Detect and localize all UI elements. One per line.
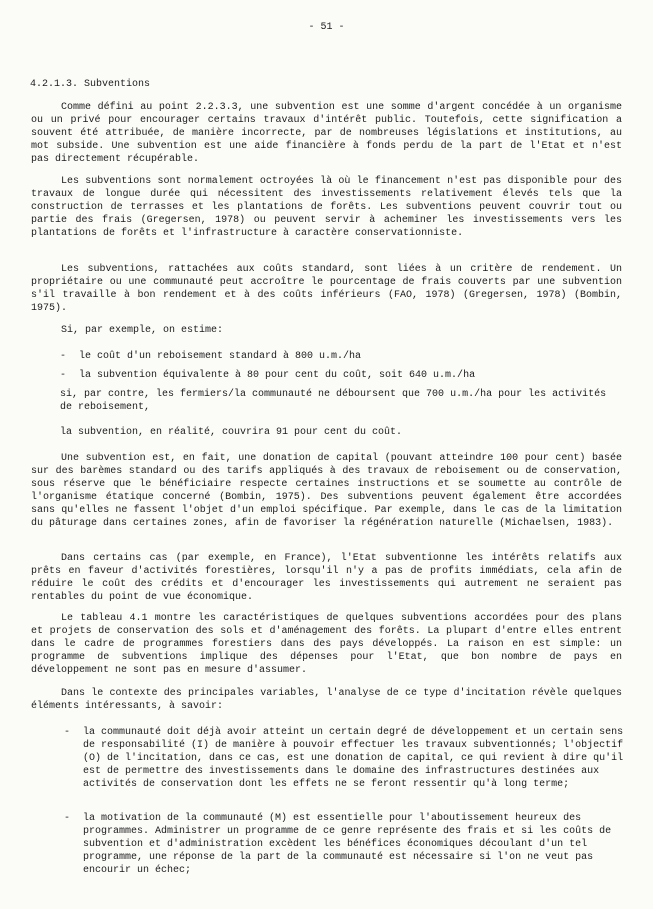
example-item-text: le coût d'un reboisement standard à 800 u.m./ha [79, 351, 362, 362]
paragraph-result: la subvention, en réalité, couvrira 91 pour cent du coût. [60, 427, 403, 438]
paragraph-standard-costs [31, 263, 622, 315]
dash-marker: - [60, 370, 67, 381]
paragraph-interest-subsidy [31, 552, 622, 604]
paragraph-text: Le tableau 4.1 montre les caractéristiques de quelques subventions accordées pour des plans et projets de conservation des sols et d'aménagement des forêts. La plupart d'entre elles entrent dans le cadre de programmes forestiers dans des pays développés. La raison en est simple: un programme de subventions implique des dépenses pour l'Etat, que bon nombre de pays en développement ne sont pas en mesure d'assumer. [31, 613, 622, 676]
paragraph-text: Si, par exemple, on estime: [61, 325, 224, 336]
example-item [60, 350, 639, 363]
dash-marker: - [60, 351, 67, 362]
paragraph-usage [31, 175, 622, 240]
paragraph-text: Les subventions sont normalement octroyées là où le financement n'est pas disponible pour des travaux de longue durée qui nécessitent des investissements relativement élevés tels que la construction de terrasses et les plantations de forêts. Les subventions peuvent couvrir tout ou partie des frais (Gregersen, 1978) ou peuvent servir à acheminer les investissements vers les plantations de forêts et l'infrastructure à caractère conservationniste. [31, 176, 622, 239]
paragraph-definition [31, 101, 622, 166]
analysis-item [64, 812, 639, 877]
paragraph-text: Une subvention est, en fait, une donation de capital (pouvant atteindre 100 pour cent) basée sur des barèmes standard ou des tarifs appliqués à des travaux de reboisement ou de conservation, sous réserve que le bénéficiaire respecte certaines instructions et se soumette au contrôle de l'organisme étatique concerné (Bombin, 1975). Des subventions peuvent également être accordées sans qu'elles ne fassent l'objet d'un emploi spécifique. Par exemple, dans le cas de la limitation du pâturage dans certaines zones, afin de favoriser la régénération naturelle (Michaelsen, 1983). [31, 453, 622, 529]
paragraph-contrast: si, par contre, les fermiers/la communauté ne déboursent que 700 u.m./ha pour les activités de reboisement, [60, 389, 607, 413]
analysis-item-text: la communauté doit déjà avoir atteint un certain degré de développement et un certain sens de responsabilité (I) de manière à pouvoir effectuer les travaux subventionnés; l'objectif (O) de l'incitation, dans ce cas, est une donation de capital, ce qui revient à dire qu'il est de permettre des investissements dans le domaine des infrastructures destinées aux activités de conservation dont les effets ne se feront ressentir qu'à long terme; [83, 727, 624, 790]
example-item [60, 369, 639, 382]
paragraph-analysis-intro [31, 687, 622, 713]
dash-marker: - [64, 727, 71, 738]
example-item-text: la subvention équivalente à 80 pour cent du coût, soit 640 u.m./ha [79, 370, 476, 381]
paragraph-text: Dans certains cas (par exemple, en France), l'Etat subventionne les intérêts relatifs aux prêts en faveur d'activités forestières, lorsqu'il n'y a pas de profits immédiats, cela afin de réduire le coût des crédits et d'encourager les investissements qui autrement ne seraient pas rentables du point de vue économique. [31, 553, 622, 603]
paragraph-example-intro [31, 324, 622, 337]
analysis-item [64, 726, 639, 791]
paragraph-text: Les subventions, rattachées aux coûts standard, sont liées à un critère de rendement. Un propriétaire ou une communauté peut accroître le pourcentage de frais couverts par une subvention s'il travaille à bon rendement et à des coûts inférieurs (FAO, 1978) (Gregersen, 1978) (Bombin, 1975). [31, 264, 622, 314]
analysis-item-text: la motivation de la communauté (M) est essentielle pour l'aboutissement heureux des programmes. Administrer un programme de ce genre représente des frais et si les coûts de subvention et d'administration excèdent les bénéfices économiques découlant d'un tel programme, une réponse de la part de la communauté est nécessaire si l'on ne veut pas encourir un échec; [83, 813, 612, 876]
paragraph-text: Comme défini au point 2.2.3.3, une subvention est une somme d'argent concédée à un organisme ou un privé pour encourager certains travaux d'intérêt public. Toutefois, cette signification a souvent été attribuée, de manière incorrecte, par de nombreuses législations et institutions, au mot subside. Une subvention est une aide financière à fonds perdu de la part de l'Etat et n'est pas directement récupérable. [31, 102, 622, 165]
paragraph-capital-donation [31, 452, 622, 530]
section-heading: 4.2.1.3. Subventions [30, 79, 151, 90]
dash-marker: - [64, 813, 71, 824]
paragraph-text: Dans le contexte des principales variables, l'analyse de ce type d'incitation révèle quelques éléments intéressants, à savoir: [31, 688, 622, 712]
page-number: - 51 - [308, 22, 345, 33]
paragraph-table-reference [31, 612, 622, 677]
